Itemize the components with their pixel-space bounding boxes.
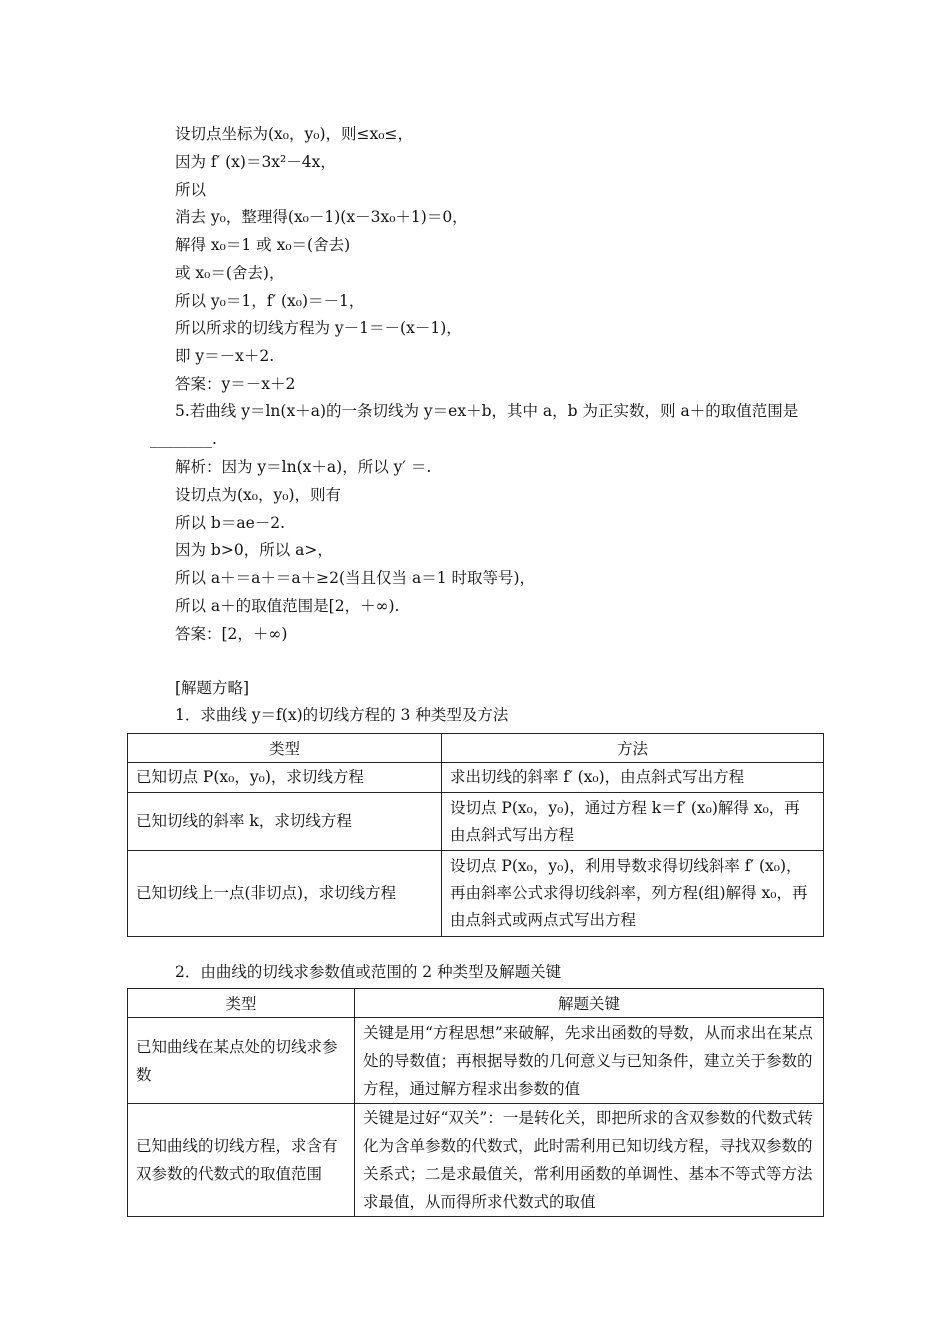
problem-5: 5.若曲线 y＝ln(x＋a)的一条切线为 y＝ex＋b，其中 a，b 为正实数，则 a＋的取值范围是________. xyxy=(150,402,799,448)
table-row xyxy=(128,851,824,937)
table-cell: 设切点 P(x₀，y₀)，通过方程 k＝f′ (x₀)解得 x₀，再由点斜式写出方程 xyxy=(442,793,824,851)
analysis-line: 所以 b＝ae－2. xyxy=(175,514,286,532)
analysis-line: 所以 a＋的取值范围是[2，＋∞). xyxy=(175,597,400,615)
table-row xyxy=(128,793,824,851)
table-row xyxy=(128,1104,824,1217)
table-header: 类型 xyxy=(128,989,355,1018)
table-row xyxy=(128,1018,824,1104)
solution-line: 所以 y₀＝1，f′ (x₀)＝－1， xyxy=(175,292,365,310)
analysis-line: 所以 a＋＝a＋＝a＋≥2(当且仅当 a＝1 时取等号)， xyxy=(175,569,536,587)
table-cell: 关键是过好“双关”：一是转化关，即把所求的含双参数的代数式转化为含单参数的代数式，此时需利用已知切线方程，寻找双参数的关系式；二是求最值关，常利用函数的单调性、基本不等式等方法求最值，从而得所求代数式的取值 xyxy=(355,1104,824,1217)
solution-line: 消去 y₀，整理得(x₀－1)(x－3x₀＋1)＝0， xyxy=(175,208,468,226)
table-cell: 已知切点 P(x₀，y₀)，求切线方程 xyxy=(128,763,442,793)
parameter-keys-table xyxy=(127,988,824,1217)
table-row xyxy=(128,763,824,793)
table-cell: 已知曲线的切线方程，求含有双参数的代数式的取值范围 xyxy=(128,1104,355,1217)
table-cell: 设切点 P(x₀，y₀)，利用导数求得切线斜率 f′ (x₀)，再由斜率公式求得切线斜率，列方程(组)解得 x₀，再由点斜式或两点式写出方程 xyxy=(442,851,824,937)
table-header-row xyxy=(128,989,824,1018)
solution-line: 所以所求的切线方程为 y－1＝－(x－1)， xyxy=(175,319,462,337)
table-header: 类型 xyxy=(128,734,442,763)
table-cell: 关键是用“方程思想”来破解，先求出函数的导数，从而求出在某点处的导数值；再根据导数的几何意义与已知条件，建立关于参数的方程，通过解方程求出参数的值 xyxy=(355,1018,824,1104)
table-cell: 已知切线上一点(非切点)，求切线方程 xyxy=(128,851,442,937)
table-cell: 求出切线的斜率 f′ (x₀)，由点斜式写出方程 xyxy=(442,763,824,793)
table-header: 解题关键 xyxy=(355,989,824,1018)
answer-line: 答案：y＝－x＋2 xyxy=(175,375,296,393)
tangent-methods-table xyxy=(127,733,824,937)
solution-line: 解得 x₀＝1 或 x₀＝(舍去) xyxy=(175,236,351,254)
table-header-row xyxy=(128,734,824,763)
section-2-title: 2．由曲线的切线求参数值或范围的 2 种类型及解题关键 xyxy=(175,963,562,981)
section-1-title: 1．求曲线 y＝f(x)的切线方程的 3 种类型及方法 xyxy=(175,706,509,724)
solution-line: 或 x₀＝(舍去)， xyxy=(175,264,285,282)
solution-line: 即 y＝－x＋2. xyxy=(175,347,275,365)
table-cell: 已知曲线在某点处的切线求参数 xyxy=(128,1018,355,1104)
analysis-line: 解析：因为 y＝ln(x＋a)，所以 y′ ＝. xyxy=(175,458,432,476)
solution-line: 所以 xyxy=(175,181,207,199)
table-cell: 已知切线的斜率 k，求切线方程 xyxy=(128,793,442,851)
analysis-line: 设切点为(x₀，y₀)，则有 xyxy=(175,486,342,504)
table-header: 方法 xyxy=(442,734,824,763)
analysis-line: 因为 b>0，所以 a>， xyxy=(175,541,333,559)
solution-line: 因为 f′ (x)＝3x²－4x， xyxy=(175,153,336,171)
answer-line: 答案：[2，＋∞) xyxy=(175,625,288,643)
strategy-heading: [解题方略] xyxy=(175,679,250,697)
solution-line: 设切点坐标为(x₀，y₀)，则≤x₀≤， xyxy=(175,125,413,143)
